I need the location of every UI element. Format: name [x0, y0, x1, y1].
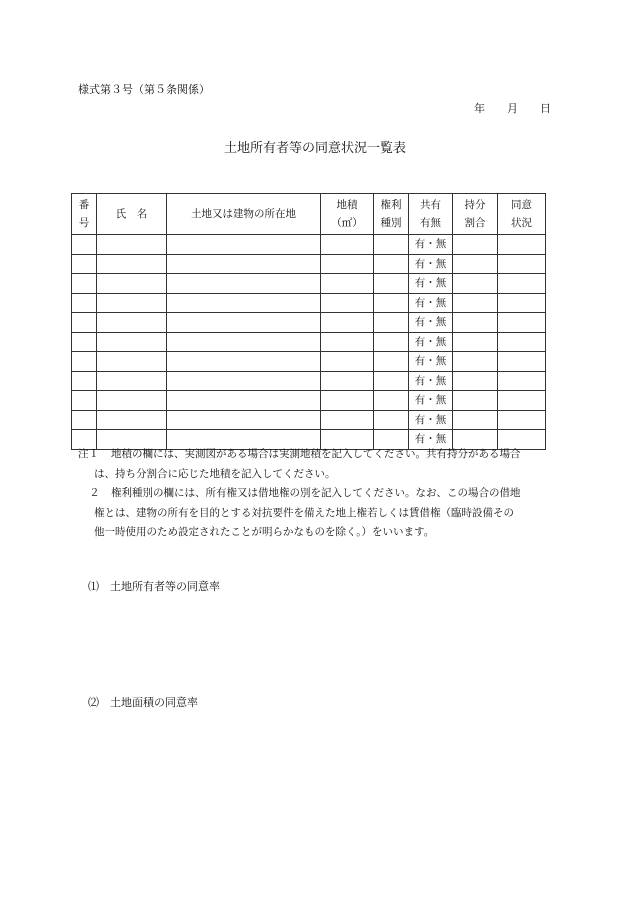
table-cell — [498, 410, 546, 430]
table-row — [72, 254, 546, 274]
date-month: 月 — [507, 102, 518, 115]
shared-cell: 有・無 — [409, 430, 453, 450]
table-cell — [72, 235, 97, 255]
table-cell — [374, 313, 409, 333]
table-cell — [321, 332, 374, 352]
col-area: 地積 （㎡） — [321, 194, 374, 235]
note1-line2: は、持ち分割合に応じた地積を記入してください。 — [94, 467, 336, 480]
shared-cell: 有・無 — [409, 391, 453, 411]
col-shared: 共有 有無 — [409, 194, 453, 235]
note2-line3: 他一時使用のため設定されたことが明らかなものを除く。）をいいます。 — [94, 526, 435, 538]
note2-line1: 権利種別の欄には、所有権又は借地権の別を記入してください。なお、この場合の借地 — [111, 487, 521, 499]
table-cell — [453, 391, 498, 411]
table-cell — [167, 274, 321, 294]
table-cell — [167, 352, 321, 372]
table-row — [72, 410, 546, 430]
table-cell — [453, 313, 498, 333]
table-cell — [374, 293, 409, 313]
section-land-area-consent: ⑵ 土地面積の同意率 — [88, 696, 198, 709]
table-cell — [321, 391, 374, 411]
shared-cell: 有・無 — [409, 410, 453, 430]
table-row — [72, 371, 546, 391]
table-cell — [97, 410, 167, 430]
col-name: 氏 名 — [97, 194, 167, 235]
table-cell — [97, 391, 167, 411]
table-row — [72, 313, 546, 333]
date-day: 日 — [540, 102, 551, 115]
table-cell — [72, 254, 97, 274]
table-cell — [72, 274, 97, 294]
table-cell — [72, 332, 97, 352]
consent-table — [71, 193, 546, 450]
table-cell — [72, 410, 97, 430]
col-location: 土地又は建物の所在地 — [167, 194, 321, 235]
table-cell — [167, 391, 321, 411]
table-cell — [498, 274, 546, 294]
table-cell — [498, 235, 546, 255]
table-header-row — [72, 194, 546, 235]
table-cell — [453, 371, 498, 391]
shared-cell: 有・無 — [409, 332, 453, 352]
note2-label: ２ — [89, 487, 100, 499]
table-cell — [97, 254, 167, 274]
table-cell — [167, 235, 321, 255]
table-cell — [167, 254, 321, 274]
date-year: 年 — [474, 102, 485, 115]
table-cell — [453, 274, 498, 294]
table-cell — [321, 293, 374, 313]
table-cell — [498, 332, 546, 352]
shared-cell: 有・無 — [409, 371, 453, 391]
table-cell — [72, 391, 97, 411]
table-row — [72, 293, 546, 313]
table-cell — [321, 371, 374, 391]
table-row — [72, 274, 546, 294]
note1-line1: 地積の欄には、実測図がある場合は実測地積を記入してください。共有持分がある場合 — [111, 448, 521, 460]
note2-line2: 権とは、建物の所有を目的とする対抗要件を備えた地上権若しくは賃借権（臨時設備その — [94, 506, 514, 519]
note1-label: 注１ — [78, 448, 99, 460]
table-cell — [167, 332, 321, 352]
table-cell — [498, 254, 546, 274]
table-cell — [498, 293, 546, 313]
table-cell — [374, 371, 409, 391]
table-row — [72, 352, 546, 372]
shared-cell: 有・無 — [409, 352, 453, 372]
table-cell — [167, 293, 321, 313]
table-cell — [167, 371, 321, 391]
table-cell — [374, 274, 409, 294]
table-cell — [498, 313, 546, 333]
table-cell — [97, 371, 167, 391]
table-cell — [72, 371, 97, 391]
table-cell — [72, 313, 97, 333]
table-cell — [97, 293, 167, 313]
table-cell — [321, 254, 374, 274]
table-cell — [374, 254, 409, 274]
table-cell — [498, 391, 546, 411]
shared-cell: 有・無 — [409, 254, 453, 274]
table-cell — [167, 410, 321, 430]
col-consent: 同意 状況 — [498, 194, 546, 235]
table-cell — [72, 293, 97, 313]
shared-cell: 有・無 — [409, 274, 453, 294]
table-cell — [167, 313, 321, 333]
table-cell — [374, 410, 409, 430]
table-cell — [97, 274, 167, 294]
col-share-ratio: 持分 割合 — [453, 194, 498, 235]
form-id: 様式第３号（第５条関係） — [78, 83, 210, 96]
table-cell — [321, 313, 374, 333]
table-cell — [498, 371, 546, 391]
table-cell — [72, 352, 97, 372]
table-cell — [453, 293, 498, 313]
table-cell — [97, 313, 167, 333]
table-cell — [374, 352, 409, 372]
table-cell — [321, 352, 374, 372]
table-cell — [453, 254, 498, 274]
table-cell — [374, 332, 409, 352]
table-cell — [453, 352, 498, 372]
table-row — [72, 235, 546, 255]
table-cell — [97, 332, 167, 352]
notes — [78, 445, 521, 543]
shared-cell: 有・無 — [409, 293, 453, 313]
col-right-type: 権利 種別 — [374, 194, 409, 235]
table-cell — [453, 235, 498, 255]
shared-cell: 有・無 — [409, 235, 453, 255]
table-cell — [453, 332, 498, 352]
table-cell — [374, 391, 409, 411]
table-cell — [321, 235, 374, 255]
table-cell — [374, 235, 409, 255]
section-landowner-consent: ⑴ 土地所有者等の同意率 — [88, 580, 220, 593]
table-row — [72, 391, 546, 411]
table-cell — [97, 235, 167, 255]
table-cell — [453, 410, 498, 430]
page-title: 土地所有者等の同意状況一覧表 — [223, 141, 406, 156]
table-cell — [321, 274, 374, 294]
table-cell — [321, 410, 374, 430]
table-cell — [97, 352, 167, 372]
table-row — [72, 332, 546, 352]
table-cell — [498, 352, 546, 372]
col-number: 番 号 — [72, 194, 97, 235]
shared-cell: 有・無 — [409, 313, 453, 333]
